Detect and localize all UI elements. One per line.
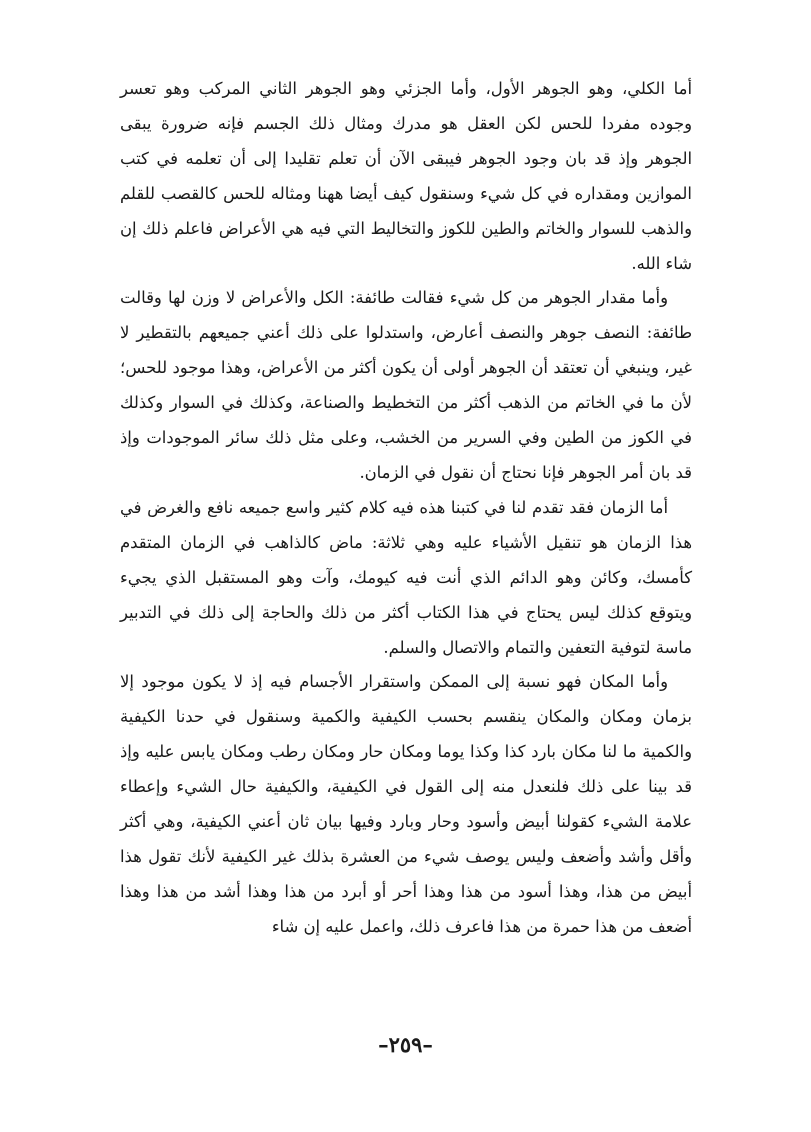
page-body — [120, 72, 692, 945]
paragraph-2: وأما مقدار الجوهر من كل شيء فقالت طائفة: الكل والأعراض لا وزن لها وقالت طائفة: النصف جوهر والنصف أعارض، واستدلوا على ذلك أعني جميعهم بالتقطير لا غير، وينبغي أن تعتقد أن الجوهر أولى أن يكون أكثر من الأعراض، وهذا موجود للحس؛ لأن ما في الخاتم من الذهب أكثر من التخطيط والصناعة، وكذلك في السوار وكذلك في الكوز من الطين وفي السرير من الخشب، وعلى مثل ذلك سائر الموجودات وإذ قد بان أمر الجوهر فإنا نحتاج أن نقول في الزمان. — [120, 288, 692, 482]
paragraph-4: وأما المكان فهو نسبة إلى الممكن واستقرار الأجسام فيه إذ لا يكون موجود إلا بزمان ومكان والمكان ينقسم بحسب الكيفية والكمية وسنقول في حدنا الكيفية والكمية ما لنا مكان بارد كذا وكذا يوما ومكان حار ومكان رطب ومكان يابس عليه وإذ قد بينا على ذلك فلنعدل منه إلى القول في الكيفية، والكيفية حال الشيء وإعطاء علامة الشيء كقولنا أبيض وأسود وحار وبارد وفيها بيان ثان أعني الكيفية، وهي أكثر وأقل وأشد وأضعف وليس يوصف شيء من العشرة بذلك غير الكيفية لأنك تقول هذا أبيض من هذا، وهذا أسود من هذا وهذا أحر أو أبرد من هذا وهذا أشد من هذا وهذا أضعف من هذا حمرة من هذا فاعرف ذلك، واعمل عليه إن شاء — [120, 672, 692, 936]
paragraph-1: أما الكلي، وهو الجوهر الأول، وأما الجزئي وهو الجوهر الثاني المركب وهو تعسر وجوده مفردا للحس لكن العقل هو مدرك ومثال ذلك الجسم فإنه ضرورة يبقى الجوهر وإذ قد بان وجود الجوهر فيبقى الآن أن تعلم تقليدا إلى أن تعلمه في كتب الموازين ومقداره في كل شيء وسنقول كيف أيضا ههنا ومثاله للحس كالقصب للقلم والذهب للسوار والخاتم والطين للكوز والتخاليط التي فيه هي الأعراض فاعلم ذلك إن شاء الله. — [120, 79, 692, 273]
paragraph-3: أما الزمان فقد تقدم لنا في كتبنا هذه فيه كلام كثير واسع جميعه نافع والغرض في هذا الزمان هو تنقيل الأشياء عليه وهي ثلاثة: ماض كالذاهب في الزمان المتقدم كأمسك، وكائن وهو الدائم الذي أنت فيه كيومك، وآت وهو المستقبل الذي يجيء ويتوقع كذلك ليس يحتاج في هذا الكتاب أكثر من ذلك والحاجة إلى ذلك في التدبير ماسة لتوفية التعفين والتمام والاتصال والسلم. — [120, 497, 692, 657]
page-number: –٢٥٩– — [378, 1032, 433, 1057]
